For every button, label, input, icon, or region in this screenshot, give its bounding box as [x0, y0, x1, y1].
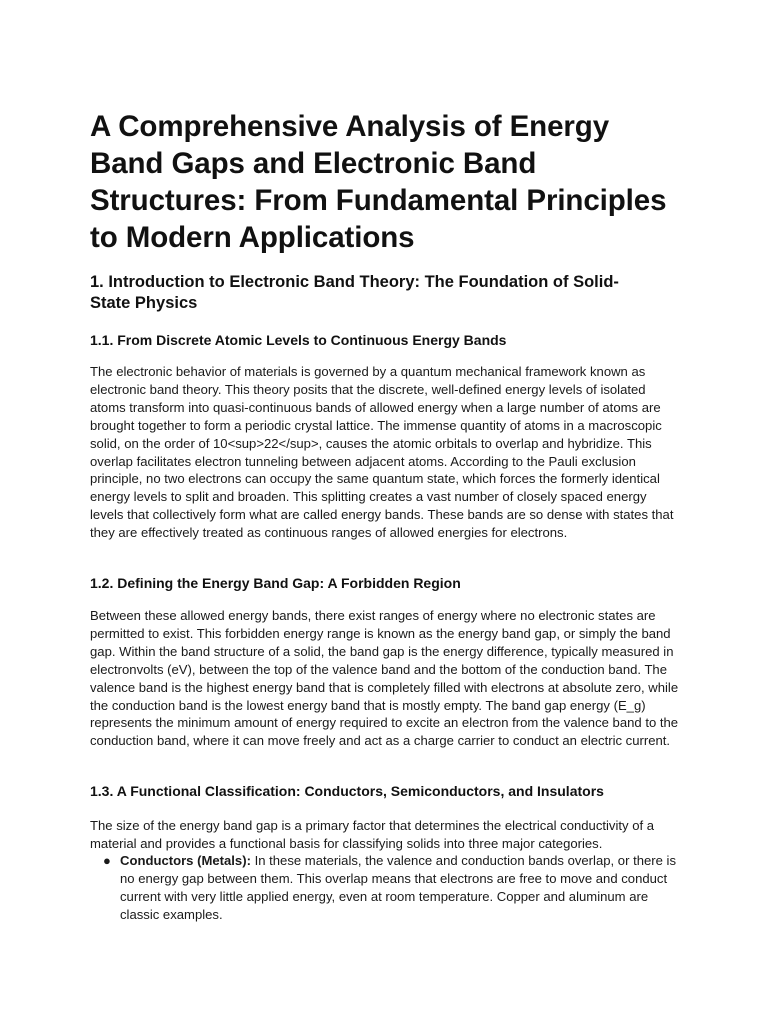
list-item-text: In these materials, the valence and conduction bands overlap, or there is no energy gap between them. This overlap means that electrons are free to move and conduct current with very little applied energy, even at room temperature. Copper and aluminum are classic examples. [120, 853, 677, 922]
section-1-2-heading: 1.2. Defining the Energy Band Gap: A Forbidden Region [90, 575, 461, 591]
bullet-dot: ● [103, 853, 111, 868]
classification-list [90, 852, 690, 924]
section-1-2-paragraph: Between these allowed energy bands, there exist ranges of energy where no electronic states are permitted to exist. This forbidden energy range is known as the energy band gap, or simply the band gap. Within the band structure of a solid, the band gap is the energy difference, typically measured in electronvolts (eV), between the top of the valence band and the bottom of the conduction band. The valence band is the highest energy band that is completely filled with electrons at absolute zero, while the conduction band is the lowest energy band that is mostly empty. The band gap energy (E_g) represents the minimum amount of energy required to excite an electron from the valence band to the conduction band, where it can move freely and act as a charge carrier to conduct an electric current. [90, 608, 679, 749]
section-1-3-paragraph: The size of the energy band gap is a primary factor that determines the electrical conductivity of a material and provides a functional basis for classifying solids into three major categories. [90, 818, 655, 851]
document-title: A Comprehensive Analysis of Energy Band Gaps and Electronic Band Structures: From Fundamental Principles to Modern Applications [90, 110, 667, 254]
section-1-3-heading: 1.3. A Functional Classification: Conductors, Semiconductors, and Insulators [90, 783, 604, 799]
section-1-1-heading: 1.1. From Discrete Atomic Levels to Continuous Energy Bands [90, 332, 507, 348]
section-1-heading: 1. Introduction to Electronic Band Theory: The Foundation of Solid-State Physics [90, 273, 619, 312]
list-item-term: Conductors (Metals): [120, 853, 251, 868]
section-1-1-paragraph: The electronic behavior of materials is governed by a quantum mechanical framework known as electronic band theory. This theory posits that the discrete, well-defined energy levels of isolated atoms transform into quasi-continuous bands of allowed energy when a large number of atoms are brought together to form a periodic crystal lattice. The immense quantity of atoms in a macroscopic solid, on the order of 10<sup>22</sup>, causes the atomic orbitals to overlap and hybridize. This overlap facilitates electron tunneling between adjacent atoms. According to the Pauli exclusion principle, no two electrons can occupy the same quantum state, which forces the formerly identical energy levels to split and broaden. This splitting creates a vast number of closely spaced energy levels that collectively form what are called energy bands. These bands are so dense with states that they are effectively treated as continuous ranges of allowed energies for electrons. [90, 364, 674, 541]
list-item-conductors [90, 852, 690, 924]
